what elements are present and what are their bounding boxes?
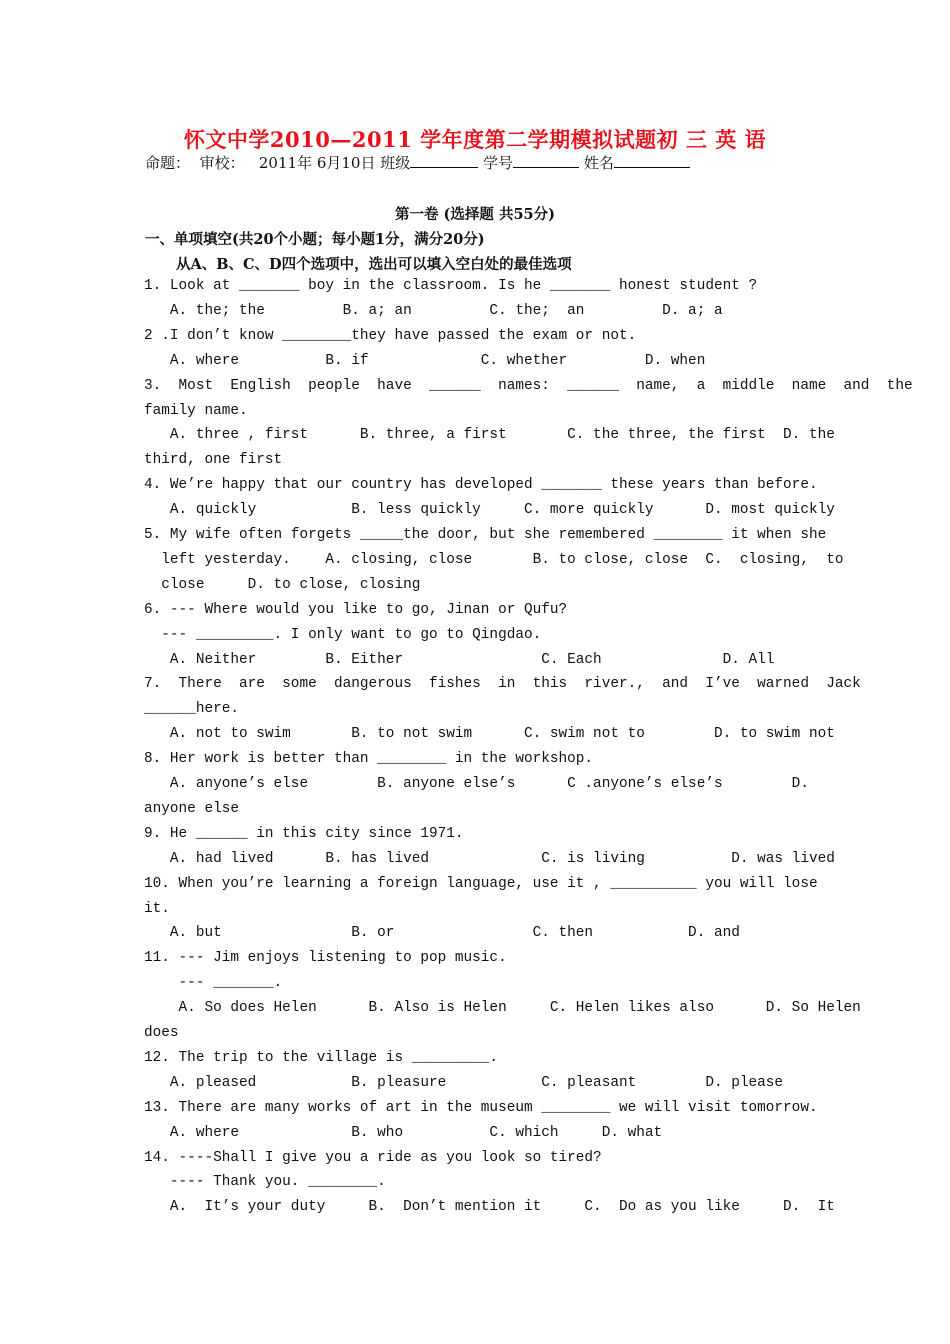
question-line: A. three , first B. three, a first C. the three, the first D. the bbox=[144, 427, 835, 444]
question-line: 7. There are some dangerous fishes in this river., and I’ve warned Jack bbox=[144, 676, 861, 693]
class-label: 班级 bbox=[380, 154, 411, 172]
question-line: 6. --- Where would you like to go, Jinan or Qufu? bbox=[144, 601, 568, 618]
question-line: A. quickly B. less quickly C. more quickly D. most quickly bbox=[144, 502, 835, 519]
proposer-label: 命题： bbox=[145, 154, 191, 172]
question-line: does bbox=[144, 1025, 179, 1041]
student-no-label: 学号 bbox=[483, 154, 514, 172]
question-line: A. had lived B. has lived C. is living D. was lived bbox=[144, 850, 835, 867]
question-line: --- _______. bbox=[144, 975, 283, 992]
question-line: 12. The trip to the village is _________. bbox=[144, 1049, 499, 1066]
question-line: left yesterday. A. closing, close B. to close, close C. closing, to bbox=[144, 551, 844, 568]
exam-meta-line bbox=[145, 152, 690, 173]
question-line: A. where B. who C. which D. what bbox=[144, 1124, 663, 1141]
question-line: 10. When you’re learning a foreign language, use it , __________ you will lose bbox=[144, 875, 818, 892]
question-line: anyone else bbox=[144, 800, 239, 817]
section-instruction: 从A、B、C、D四个选项中，选出可以填入空白处的最佳选项 bbox=[176, 256, 572, 273]
question-line: A. It’s your duty B. Don’t mention it C. Do as you like D. It bbox=[144, 1199, 835, 1216]
question-line: third, one first bbox=[144, 452, 283, 469]
question-line: 9. He ______ in this city since 1971. bbox=[144, 825, 464, 842]
exam-title: 怀文中学2010—2011 学年度第二学期模拟试题初 三 英 语 bbox=[183, 127, 767, 152]
class-blank bbox=[410, 153, 478, 168]
question-line: 1. Look at _______ boy in the classroom. Is he _______ honest student ? bbox=[144, 278, 758, 294]
part-title: 第一卷 (选择题 共55分) bbox=[395, 206, 555, 223]
section-title: 一、单项填空(共20个小题；每小题1分，满分20分) bbox=[145, 231, 485, 248]
question-line: A. Neither B. Either C. Each D. All bbox=[144, 651, 775, 668]
question-line: 11. --- Jim enjoys listening to pop music. bbox=[144, 950, 507, 967]
name-label: 姓名 bbox=[583, 154, 614, 172]
question-line: A. anyone’s else B. anyone else’s C .anyone’s else’s D. bbox=[144, 776, 809, 792]
question-line: family name. bbox=[144, 402, 248, 419]
question-line: A. but B. or C. then D. and bbox=[144, 925, 740, 942]
question-line: 3. Most English people have ______ names: ______ name, a middle name and the bbox=[144, 377, 913, 394]
question-line: 2 .I don’t know ________they have passed the exam or not. bbox=[144, 327, 637, 344]
question-line: --- _________. I only want to go to Qingdao. bbox=[144, 626, 542, 643]
student-no-blank bbox=[513, 153, 579, 168]
question-line: A. where B. if C. whether D. when bbox=[144, 352, 706, 369]
question-line: 4. We’re happy that our country has developed _______ these years than before. bbox=[144, 477, 818, 494]
question-line: A. not to swim B. to not swim C. swim not to D. to swim not bbox=[144, 726, 835, 743]
question-line: 8. Her work is better than ________ in the workshop. bbox=[144, 751, 594, 768]
question-line: 14. ----Shall I give you a ride as you look so tired? bbox=[144, 1149, 602, 1166]
question-line: 5. My wife often forgets _____the door, but she remembered ________ it when she bbox=[144, 527, 827, 543]
question-line: ---- Thank you. ________. bbox=[144, 1174, 386, 1191]
exam-date: 2011年 6月10日 bbox=[258, 154, 376, 172]
reviewer-label: 审校： bbox=[199, 154, 245, 172]
question-line: A. pleased B. pleasure C. pleasant D. please bbox=[144, 1074, 784, 1091]
name-blank bbox=[614, 153, 690, 168]
question-line: ______here. bbox=[144, 701, 239, 718]
question-line: it. bbox=[144, 900, 170, 917]
question-line: A. the; the B. a; an C. the; an D. a; a bbox=[144, 302, 723, 319]
question-line: 13. There are many works of art in the museum ________ we will visit tomorrow. bbox=[144, 1099, 818, 1116]
question-line: A. So does Helen B. Also is Helen C. Helen likes also D. So Helen bbox=[144, 1000, 861, 1017]
question-line: close D. to close, closing bbox=[144, 576, 421, 593]
